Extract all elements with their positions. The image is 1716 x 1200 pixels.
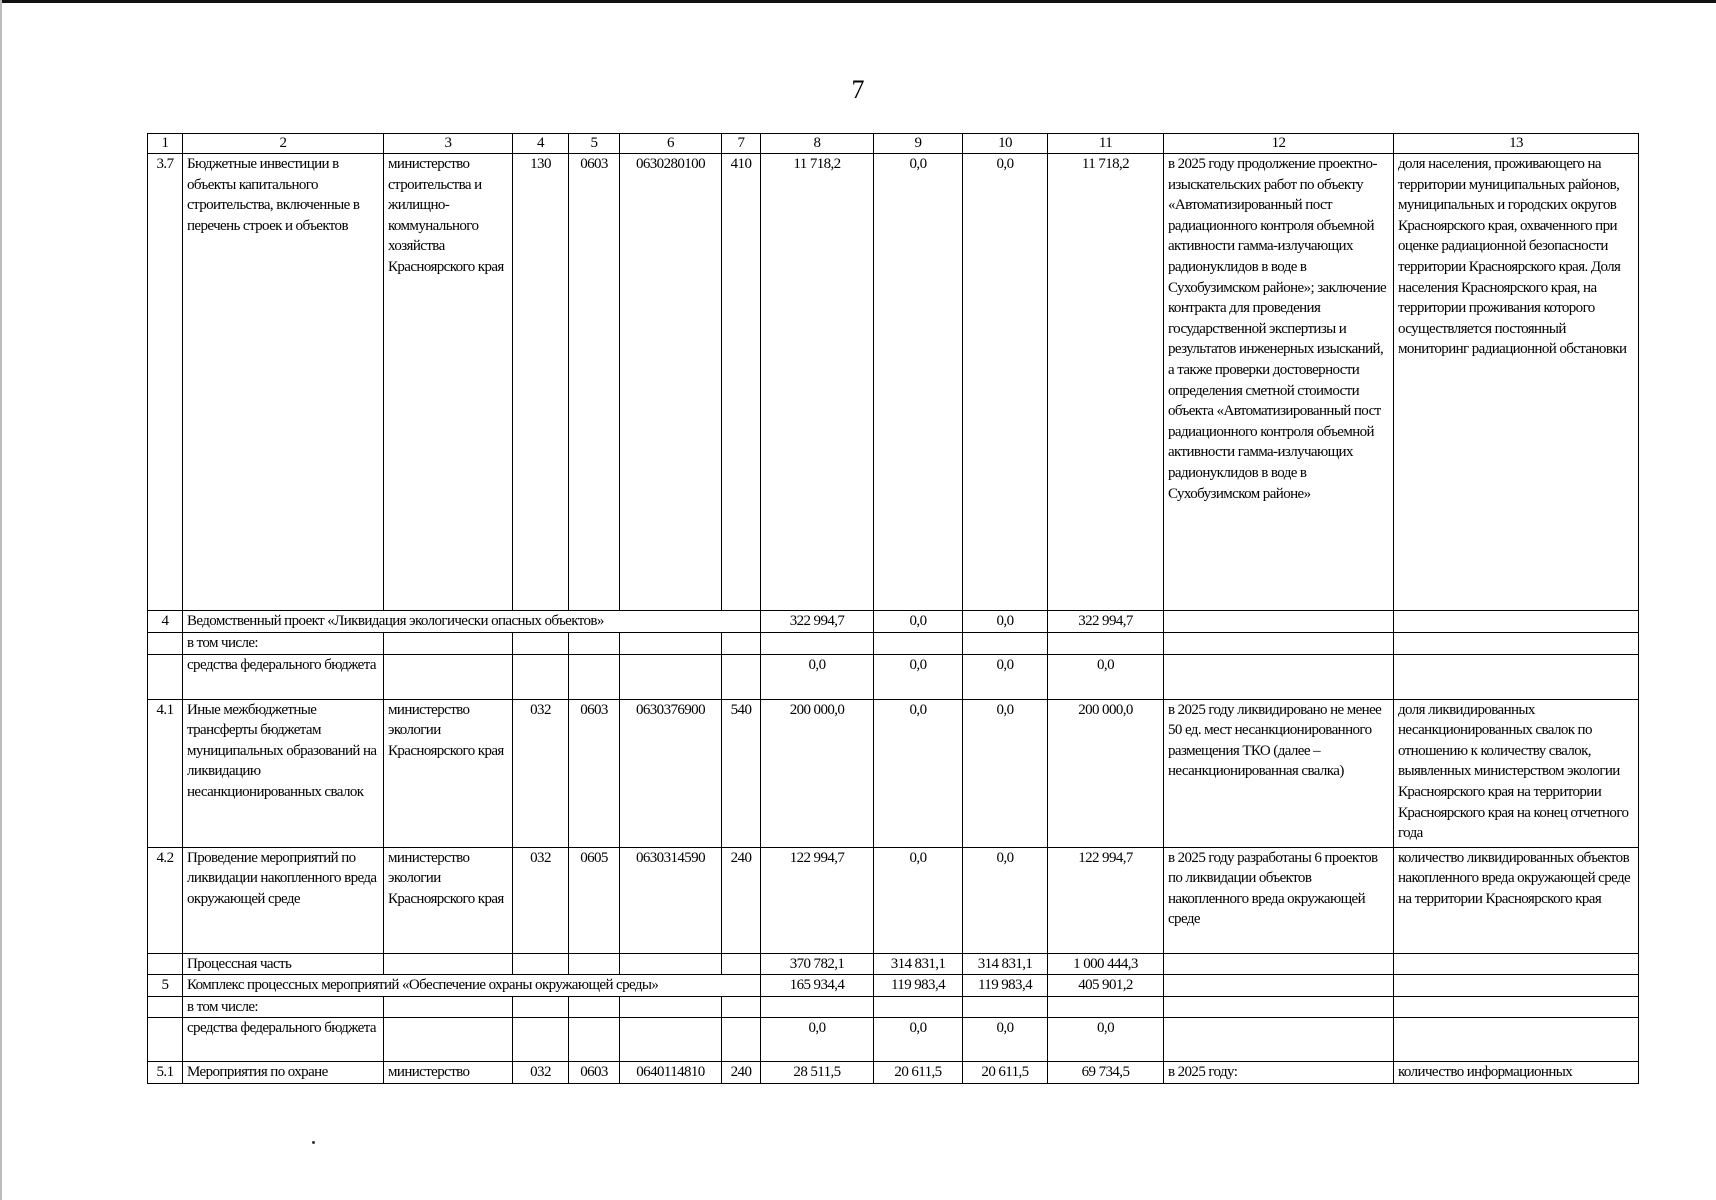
section-title: Процессная часть — [183, 953, 384, 975]
amount-cell: 0,0 — [874, 847, 963, 953]
amount-cell: 0,0 — [1048, 1018, 1164, 1062]
header-cell: 10 — [963, 134, 1048, 154]
expected-result: в 2025 году продолжение проектно-изыскательских работ по объекту «Автоматизированный пост радиационного контроля объемной активности гамма-излучающих радионуклидов в воде в Сухобузимском районе»; заключение контракта для проведения государственной экспертизы и результатов инженерных изысканий, а также проверки достоверности определения сметной стоимости объекта «Автоматизированный пост радиационного контроля объемной активности гамма-излучающих радионуклидов в воде в Сухобузимском районе» — [1164, 154, 1394, 611]
indicator: доля населения, проживающего на территории муниципальных районов, муниципальных и городских округов Красноярского края, охваченного при оценке радиационной безопасности территории Красноярского края. Доля населения Красноярского края, на территории проживания которого осуществляется постоянный мониторинг радиационной обстановки — [1394, 154, 1639, 611]
administrator: министерство экологии Красноярского края — [384, 699, 513, 847]
code-cell: 032 — [513, 847, 569, 953]
table-row — [148, 1062, 1639, 1084]
indicator — [1394, 611, 1639, 633]
row-number: 5 — [148, 975, 183, 997]
measure-name: средства федерального бюджета — [183, 1018, 384, 1062]
amount-cell: 0,0 — [963, 154, 1048, 611]
project-title: Ведомственный проект «Ликвидация экологически опасных объектов» — [183, 611, 761, 633]
row-number — [148, 996, 183, 1018]
code-cell: 410 — [722, 154, 761, 611]
header-cell: 13 — [1394, 134, 1639, 154]
complex-title: Комплекс процессных мероприятий «Обеспечение охраны окружающей среды» — [183, 975, 761, 997]
measure-name: средства федерального бюджета — [183, 654, 384, 699]
measure-name: в том числе: — [183, 633, 384, 655]
table-row — [148, 1018, 1639, 1062]
row-number — [148, 633, 183, 655]
table-row — [148, 633, 1639, 655]
header-cell: 5 — [569, 134, 620, 154]
amount-cell: 0,0 — [874, 154, 963, 611]
code-cell: 0605 — [569, 847, 620, 953]
row-number — [148, 953, 183, 975]
row-number — [148, 1018, 183, 1062]
amount-cell: 0,0 — [761, 654, 874, 699]
expected-result: в 2025 году: — [1164, 1062, 1394, 1084]
table-row — [148, 953, 1639, 975]
header-cell: 12 — [1164, 134, 1394, 154]
code-cell: 240 — [722, 1062, 761, 1084]
administrator: министерство строительства и жилищно-коммунального хозяйства Красноярского края — [384, 154, 513, 611]
header-cell: 11 — [1048, 134, 1164, 154]
administrator: министерство — [384, 1062, 513, 1084]
amount-cell: 0,0 — [874, 654, 963, 699]
code-cell: 130 — [513, 154, 569, 611]
code-cell: 0603 — [569, 154, 620, 611]
table-row — [148, 654, 1639, 699]
amount-cell: 119 983,4 — [963, 975, 1048, 997]
code-cell: 0630314590 — [620, 847, 722, 953]
expected-result: в 2025 году разработаны 6 проектов по ликвидации объектов накопленного вреда окружающей среде — [1164, 847, 1394, 953]
administrator: министерство экологии Красноярского края — [384, 847, 513, 953]
row-number — [148, 654, 183, 699]
budget-table — [147, 133, 1639, 1084]
code-cell: 0603 — [569, 1062, 620, 1084]
header-cell: 2 — [183, 134, 384, 154]
amount-cell: 119 983,4 — [874, 975, 963, 997]
scan-edge — [0, 0, 2, 1200]
amount-cell: 122 994,7 — [761, 847, 874, 953]
header-cell: 3 — [384, 134, 513, 154]
code-cell: 032 — [513, 1062, 569, 1084]
code-cell: 540 — [722, 699, 761, 847]
amount-cell: 0,0 — [963, 1018, 1048, 1062]
amount-cell: 200 000,0 — [1048, 699, 1164, 847]
code-cell: 0630280100 — [620, 154, 722, 611]
indicator: количество ликвидированных объектов накопленного вреда окружающей среде на территории Красноярского края — [1394, 847, 1639, 953]
measure-name: Проведение мероприятий по ликвидации накопленного вреда окружающей среде — [183, 847, 384, 953]
row-number: 5.1 — [148, 1062, 183, 1084]
code-cell: 240 — [722, 847, 761, 953]
page-number: 7 — [851, 75, 865, 104]
measure-name: Иные межбюджетные трансферты бюджетам муниципальных образований на ликвидацию несанкционированных свалок — [183, 699, 384, 847]
table-row — [148, 996, 1639, 1018]
amount-cell: 0,0 — [963, 611, 1048, 633]
code-cell: 0640114810 — [620, 1062, 722, 1084]
row-number: 4.1 — [148, 699, 183, 847]
header-cell: 1 — [148, 134, 183, 154]
amount-cell: 314 831,1 — [874, 953, 963, 975]
header-cell: 6 — [620, 134, 722, 154]
amount-cell: 69 734,5 — [1048, 1062, 1164, 1084]
code-cell: 0630376900 — [620, 699, 722, 847]
indicator: количество информационных — [1394, 1062, 1639, 1084]
amount-cell: 0,0 — [874, 1018, 963, 1062]
table-row — [148, 154, 1639, 611]
header-cell: 9 — [874, 134, 963, 154]
row-number: 4.2 — [148, 847, 183, 953]
row-number: 3.7 — [148, 154, 183, 611]
amount-cell: 0,0 — [1048, 654, 1164, 699]
measure-name: Мероприятия по охране — [183, 1062, 384, 1084]
expected-result: в 2025 году ликвидировано не менее 50 ед. мест несанкционированного размещения ТКО (далее – несанкционированная свалка) — [1164, 699, 1394, 847]
amount-cell: 28 511,5 — [761, 1062, 874, 1084]
measure-name: Бюджетные инвестиции в объекты капитального строительства, включенные в перечень строек и объектов — [183, 154, 384, 611]
header-cell: 8 — [761, 134, 874, 154]
table-row — [148, 699, 1639, 847]
amount-cell: 165 934,4 — [761, 975, 874, 997]
amount-cell: 11 718,2 — [1048, 154, 1164, 611]
header-cell: 4 — [513, 134, 569, 154]
amount-cell: 405 901,2 — [1048, 975, 1164, 997]
amount-cell: 322 994,7 — [1048, 611, 1164, 633]
header-cell: 7 — [722, 134, 761, 154]
table-row — [148, 847, 1639, 953]
measure-name: в том числе: — [183, 996, 384, 1018]
amount-cell: 20 611,5 — [963, 1062, 1048, 1084]
row-number: 4 — [148, 611, 183, 633]
amount-cell: 0,0 — [874, 699, 963, 847]
amount-cell: 0,0 — [761, 1018, 874, 1062]
amount-cell: 0,0 — [963, 847, 1048, 953]
scan-speck — [312, 1141, 315, 1144]
code-cell: 0603 — [569, 699, 620, 847]
amount-cell: 1 000 444,3 — [1048, 953, 1164, 975]
amount-cell: 314 831,1 — [963, 953, 1048, 975]
table-row — [148, 611, 1639, 633]
header-row — [148, 134, 1639, 154]
code-cell: 032 — [513, 699, 569, 847]
amount-cell: 11 718,2 — [761, 154, 874, 611]
amount-cell: 370 782,1 — [761, 953, 874, 975]
amount-cell: 322 994,7 — [761, 611, 874, 633]
amount-cell: 200 000,0 — [761, 699, 874, 847]
amount-cell: 122 994,7 — [1048, 847, 1164, 953]
expected-result — [1164, 611, 1394, 633]
amount-cell: 0,0 — [963, 699, 1048, 847]
table-row — [148, 975, 1639, 997]
amount-cell: 0,0 — [874, 611, 963, 633]
scan-edge — [0, 0, 1716, 3]
amount-cell: 20 611,5 — [874, 1062, 963, 1084]
indicator: доля ликвидированных несанкционированных свалок по отношению к количеству свалок, выявленных министерством экологии Красноярского края на территории Красноярского края на конец отчетного года — [1394, 699, 1639, 847]
amount-cell: 0,0 — [963, 654, 1048, 699]
